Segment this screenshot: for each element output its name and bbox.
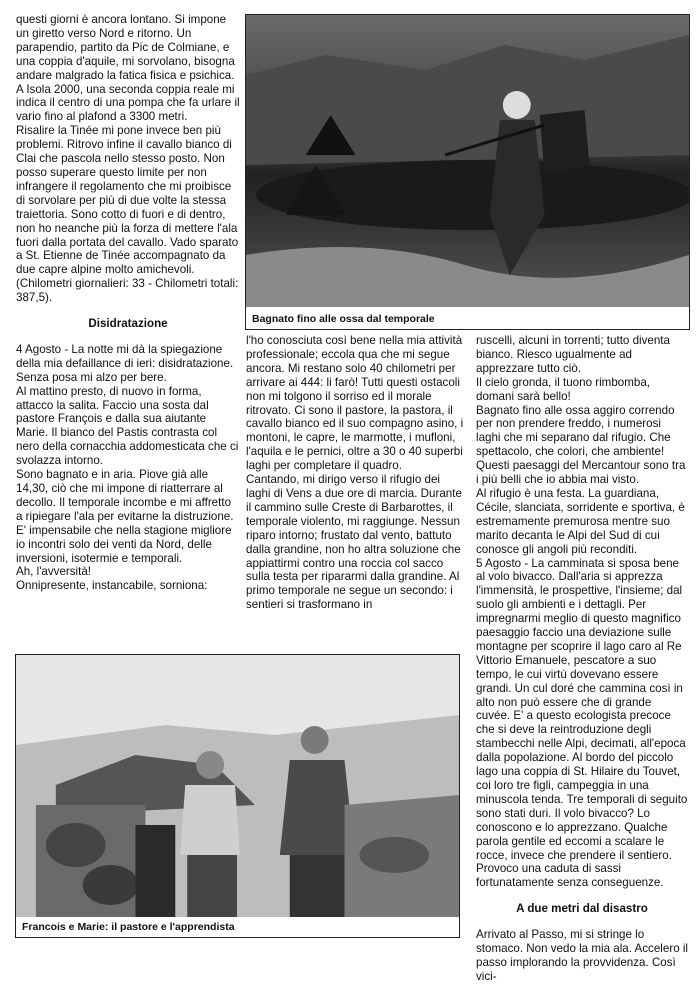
photo-caption-top: Bagnato fino alle ossa dal temporale	[246, 309, 689, 329]
paragraph: Al rifugio è una festa. La guardiana, Cécile, slanciata, sorridente e sportiva, è estremamente premurosa mentre suo marito decanta le Alpi del Sud di cui conosce gli angoli più reconditi.	[476, 486, 685, 556]
paragraph: Cantando, mi dirigo verso il rifugio dei laghi di Vens a due ore di marcia. Durante il cammino sulle Creste di Barbarottes, il temporale violento, mi raggiunge. Nessun riparo intorno; frustato dal vento, battuto dalla grandine, non ho altra soluzione che appiattirmi contro una roccia col sacco sulla testa per ripararmi dalla grandine. Al primo temporale ne segue un secondo: i sentieri si trasformano in	[246, 473, 462, 612]
photo-hiker-by-lake	[245, 14, 690, 330]
shepherds-image	[16, 655, 459, 917]
paragraph: Risalire la Tinée mi pone invece ben più problemi. Ritrovo infine il cavallo bianco di Clai che pascola nello stesso posto. Non posso superare questo limite per non infrangere il regolamento che mi proibisce di sorvolare per più di due volte la stessa traiettoria. Sono cotto di fuori e di dentro, non ho neanche più la forza di mettere l'ala fuori dalla portata del cavallo. Vado sparato a St. Etienne de Tinée accompagnato da due capre alpine molto amichevoli.	[16, 124, 239, 277]
paragraph: (Chilometri giornalieri: 33 - Chilometri totali: 387,5).	[16, 277, 239, 305]
paragraph: E' impensabile che nella stagione migliore io incontri solo dei venti da Nord, delle inversioni, isotermie e temporali.	[16, 523, 232, 565]
paragraph: 4 Agosto - La notte mi dà la spiegazione della mia defaillance di ieri: disidratazione. Senza posa mi alzo per bere.	[16, 342, 234, 384]
photo-caption-bottom: Francois e Marie: il pastore e l'apprendista	[16, 917, 459, 937]
paragraph: Ah, l'avversità!	[16, 565, 92, 579]
paragraph: 5 Agosto - La camminata si sposa bene al volo bivacco. Dall'aria si apprezza l'immensità, le prospettive, l'insieme; dal suolo gli ambienti e i dettagli. Per impregnarmi meglio di questo magnifico paesaggio faccio una deviazione sulle montagne per scoprire il lago caro al Re Vittorio Emanuele, pescatore a suo tempo, le cui virtù dovevano essere grandi. Un cul doré che cammina così in alto non può essere che di grande cuvée. E' a questo ecologista precoce che si deve la reintroduzione degli stambecchi nelle Alpi, decimati, all'epoca dalla popolazione. Al bordo del piccolo lago una coppia di St. Hilaire du Touvet, coi loro tre figli, campeggia in una minuscola tenda. Tre temporali di seguito sono stati duri. Il volo bivacco? Lo conoscono e lo apprezzano. Qualche parola gentile ed eccomi a scalare le rocce, invece che prendere il sentiero. Provoco una caduta di sassi fortunatamente senza conseguenze.	[476, 556, 688, 890]
paragraph: Arrivato al Passo, mi si stringe lo stomaco. Non vedo la mia ala. Accelero il passo implorando la provvidenza. Così vici-	[476, 928, 689, 983]
paragraph: Al mattino presto, di nuovo in forma, attacco la salita. Faccio una sosta dal pastore François e dalla sua aiutante Marie. Il bianco del Pastis contrasta col nero della cornacchia addomesticata che ci svolazza intorno.	[16, 384, 239, 468]
hiker-lake-image	[246, 15, 689, 307]
paragraph: Bagnato fino alle ossa aggiro correndo per non prendere freddo, i numerosi laghi che mi separano dal rifugio. Che spettacolo, che colori, che ambiente! Questi paesaggi del Mercantour sono tra i più belli che io abbia mai visto.	[476, 403, 686, 487]
section-heading-disidratazione: Disidratazione	[88, 317, 168, 331]
paragraph: Onnipresente, instancabile, sorniona:	[16, 579, 208, 593]
paragraph: Sono bagnato e in aria. Piove già alle 14,30, ciò che mi impone di riatterrare al decollo. Il temporale incombe e mi affretto a ripiegare l'ala per evitarne la distruzione.	[16, 468, 234, 523]
paragraph: l'ho conosciuta così bene nella mia attività professionale; eccola qua che mi segue ancora. Mi restano solo 40 chilometri per arrivare ai 444: li farò! Tutti questi ostacoli non mi tolgono il sorriso ed il morale ritrovato. Ci sono il pastore, la pastora, il cavallo bianco ed il suo compagno asino, i montoni, le capre, le marmotte, i mufloni, l'aquila e le pernici, oltre a 30 o 40 superbi laghi per completare il quadro.	[246, 334, 464, 473]
text-column-2	[246, 334, 466, 612]
photo-shepherds	[15, 654, 460, 938]
paragraph: questi giorni è ancora lontano. Si impone un giretto verso Nord e ritorno. Un parapendio, partito da Pic de Colmiane, e una coppia d'aquile, mi sorvolano, bisogna andare malgrado la fatica fisica e psichica. A Isola 2000, una seconda coppia reale mi indica il centro di una pompa che fa urlare il vario fino al plafond a 3300 metri.	[16, 13, 240, 124]
paragraph: Il cielo gronda, il tuono rimbomba, domani sarà bello!	[476, 375, 650, 403]
section-heading-disastro: A due metri dal disastro	[516, 902, 648, 916]
text-column-3	[476, 334, 688, 984]
text-column-1	[16, 13, 240, 593]
paragraph: ruscelli, alcuni in torrenti; tutto diventa bianco. Riesco ugualmente ad apprezzare tutto ciò.	[476, 334, 670, 375]
